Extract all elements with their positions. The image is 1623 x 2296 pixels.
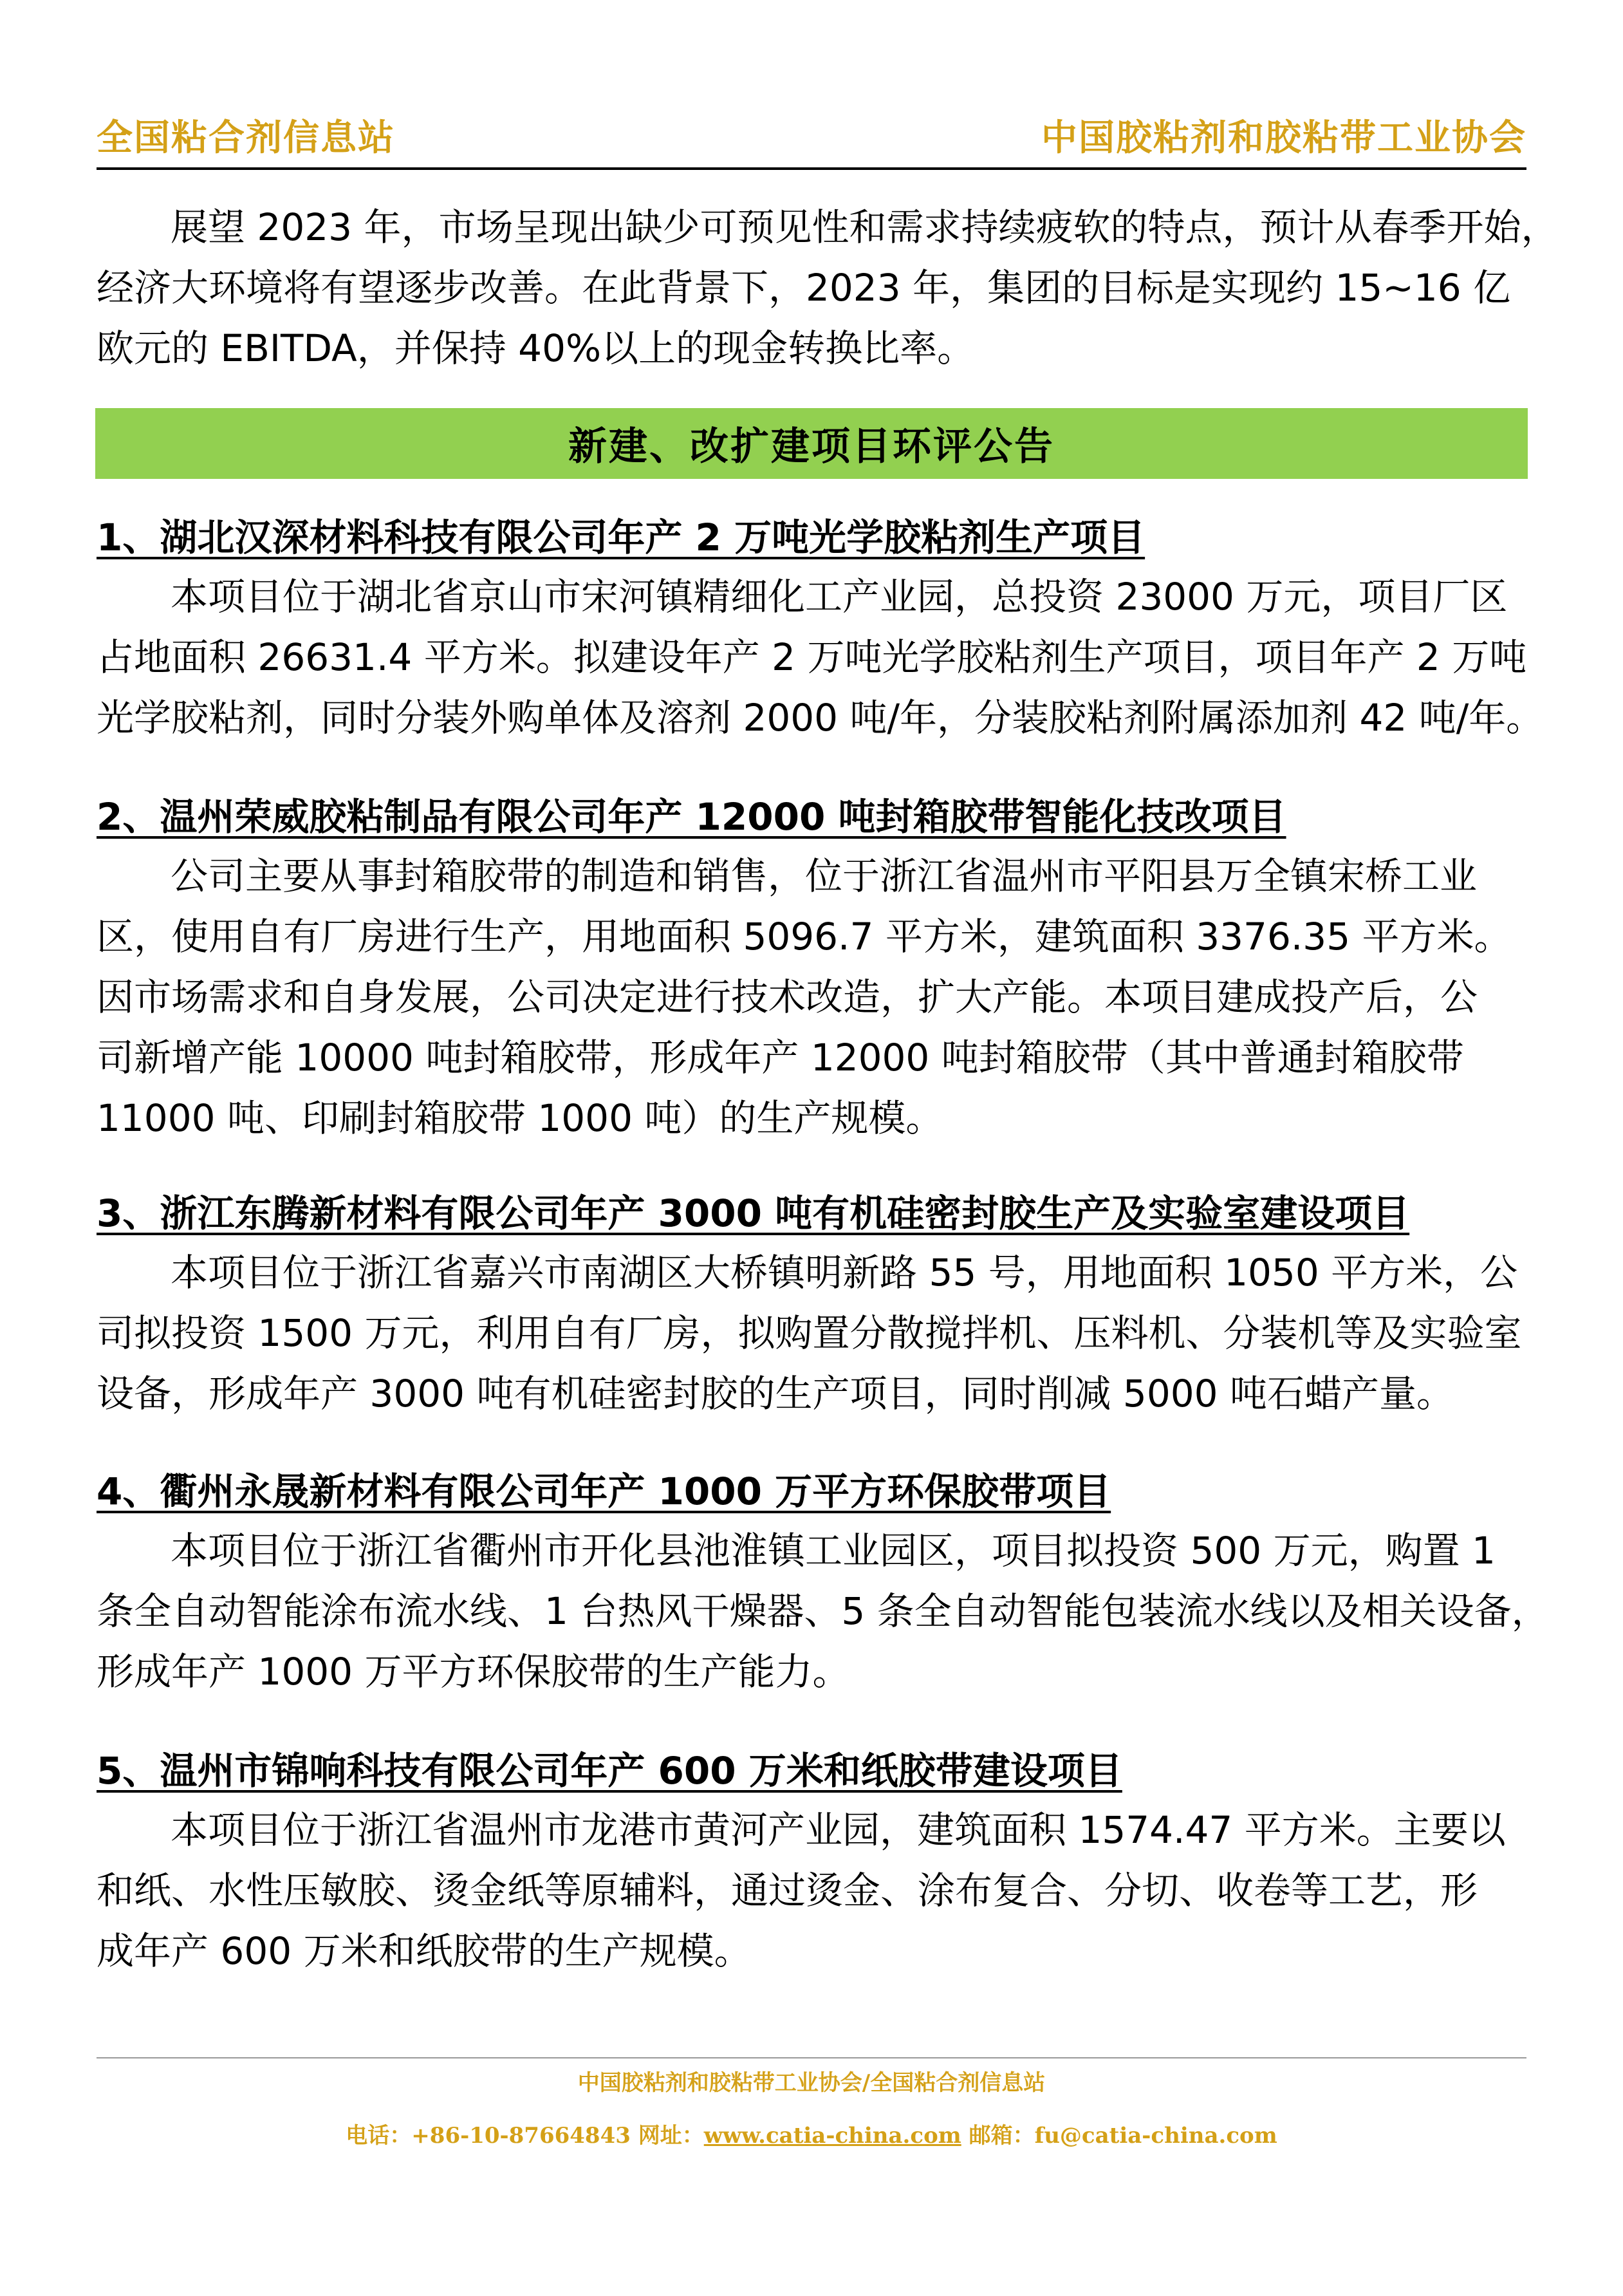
- footer-divider: [97, 2057, 1526, 2058]
- text-line: 光学胶粘剂，同时分装外购单体及溶剂 2000 吨/年，分装胶粘剂附属添加剂 42 吨/年。: [97, 696, 1544, 740]
- text-line: 本项目位于浙江省温州市龙港市黄河产业园，建筑面积 1574.47 平方米。主要以: [171, 1808, 1506, 1852]
- text-line: 设备，形成年产 3000 吨有机硅密封胶的生产项目，同时削减 5000 吨石蜡产量。: [97, 1372, 1454, 1415]
- text-line: 司新增产能 10000 吨封箱胶带，形成年产 12000 吨封箱胶带（其中普通封箱胶带: [97, 1036, 1464, 1079]
- item-2-title: 2、温州荣威胶粘制品有限公司年产 12000 吨封箱胶带智能化技改项目: [97, 795, 1286, 839]
- section-banner: [95, 408, 1528, 479]
- section-banner-title: 新建、改扩建项目环评公告: [568, 424, 1055, 469]
- text-line: 形成年产 1000 万平方环保胶带的生产能力。: [97, 1650, 850, 1694]
- header-left-title: 全国粘合剂信息站: [97, 117, 395, 159]
- text-line: 成年产 600 万米和纸胶带的生产规模。: [97, 1929, 752, 1973]
- item-5-title: 5、温州市锦响科技有限公司年产 600 万米和纸胶带建设项目: [97, 1749, 1122, 1793]
- text-line: 和纸、水性压敏胶、烫金纸等原辅料，通过烫金、涂布复合、分切、收卷等工艺，形: [97, 1869, 1478, 1912]
- header-right-title: 中国胶粘剂和胶粘带工业协会: [1041, 117, 1526, 159]
- footer-phone: 电话：+86-10-87664843 网址：: [346, 2123, 704, 2149]
- item-1-title: 1、湖北汉深材料科技有限公司年产 2 万吨光学胶粘剂生产项目: [97, 516, 1145, 559]
- text-line: 区，使用自有厂房进行生产，用地面积 5096.7 平方米，建筑面积 3376.35 平方米。: [97, 915, 1512, 958]
- item-3-body: [97, 1242, 1525, 1424]
- footer-email: 邮箱：fu@catia-china.com: [961, 2123, 1277, 2149]
- text-line: 11000 吨、印刷封箱胶带 1000 吨）的生产规模。: [97, 1096, 943, 1140]
- footer-org-line: 中国胶粘剂和胶粘带工业协会/全国粘合剂信息站: [577, 2070, 1046, 2096]
- text-line: 本项目位于浙江省嘉兴市南湖区大桥镇明新路 55 号，用地面积 1050 平方米，公: [171, 1251, 1518, 1294]
- item-4-body: [97, 1520, 1549, 1702]
- footer-website-link[interactable]: www.catia-china.com: [703, 2123, 961, 2149]
- text-line: 本项目位于湖北省京山市宋河镇精细化工产业园，总投资 23000 万元，项目厂区: [171, 575, 1508, 619]
- text-line: 展望 2023 年，市场呈现出缺少可预见性和需求持续疲软的特点，预计从春季开始，: [171, 205, 1559, 249]
- page-header: [97, 116, 1526, 167]
- text-line: 本项目位于浙江省衢州市开化县池淮镇工业园区，项目拟投资 500 万元，购置 1: [171, 1529, 1496, 1573]
- footer-contact-line: [0, 2118, 1623, 2149]
- item-1-body: [97, 566, 1544, 748]
- text-line: 经济大环境将有望逐步改善。在此背景下，2023 年，集团的目标是实现约 15~16 亿: [97, 266, 1511, 310]
- item-4-title: 4、衢州永晟新材料有限公司年产 1000 万平方环保胶带项目: [97, 1470, 1111, 1513]
- intro-paragraph: [97, 197, 1559, 378]
- text-line: 条全自动智能涂布流水线、1 台热风干燥器、5 条全自动智能包装流水线以及相关设备，: [97, 1589, 1549, 1633]
- header-divider: [97, 167, 1526, 170]
- text-line: 公司主要从事封箱胶带的制造和销售，位于浙江省温州市平阳县万全镇宋桥工业: [171, 854, 1478, 898]
- text-line: 占地面积 26631.4 平方米。拟建设年产 2 万吨光学胶粘剂生产项目，项目年产 2 万吨: [97, 635, 1527, 679]
- text-line: 司拟投资 1500 万元，利用自有厂房，拟购置分散搅拌机、压料机、分装机等及实验室: [97, 1311, 1522, 1355]
- item-3-title: 3、浙江东腾新材料有限公司年产 3000 吨有机硅密封胶生产及实验室建设项目: [97, 1191, 1410, 1235]
- text-line: 欧元的 EBITDA，并保持 40%以上的现金转换比率。: [97, 326, 975, 370]
- item-2-body: [97, 846, 1525, 1148]
- item-5-body: [97, 1800, 1525, 1981]
- text-line: 因市场需求和自身发展，公司决定进行技术改造，扩大产能。本项目建成投产后，公: [97, 975, 1478, 1019]
